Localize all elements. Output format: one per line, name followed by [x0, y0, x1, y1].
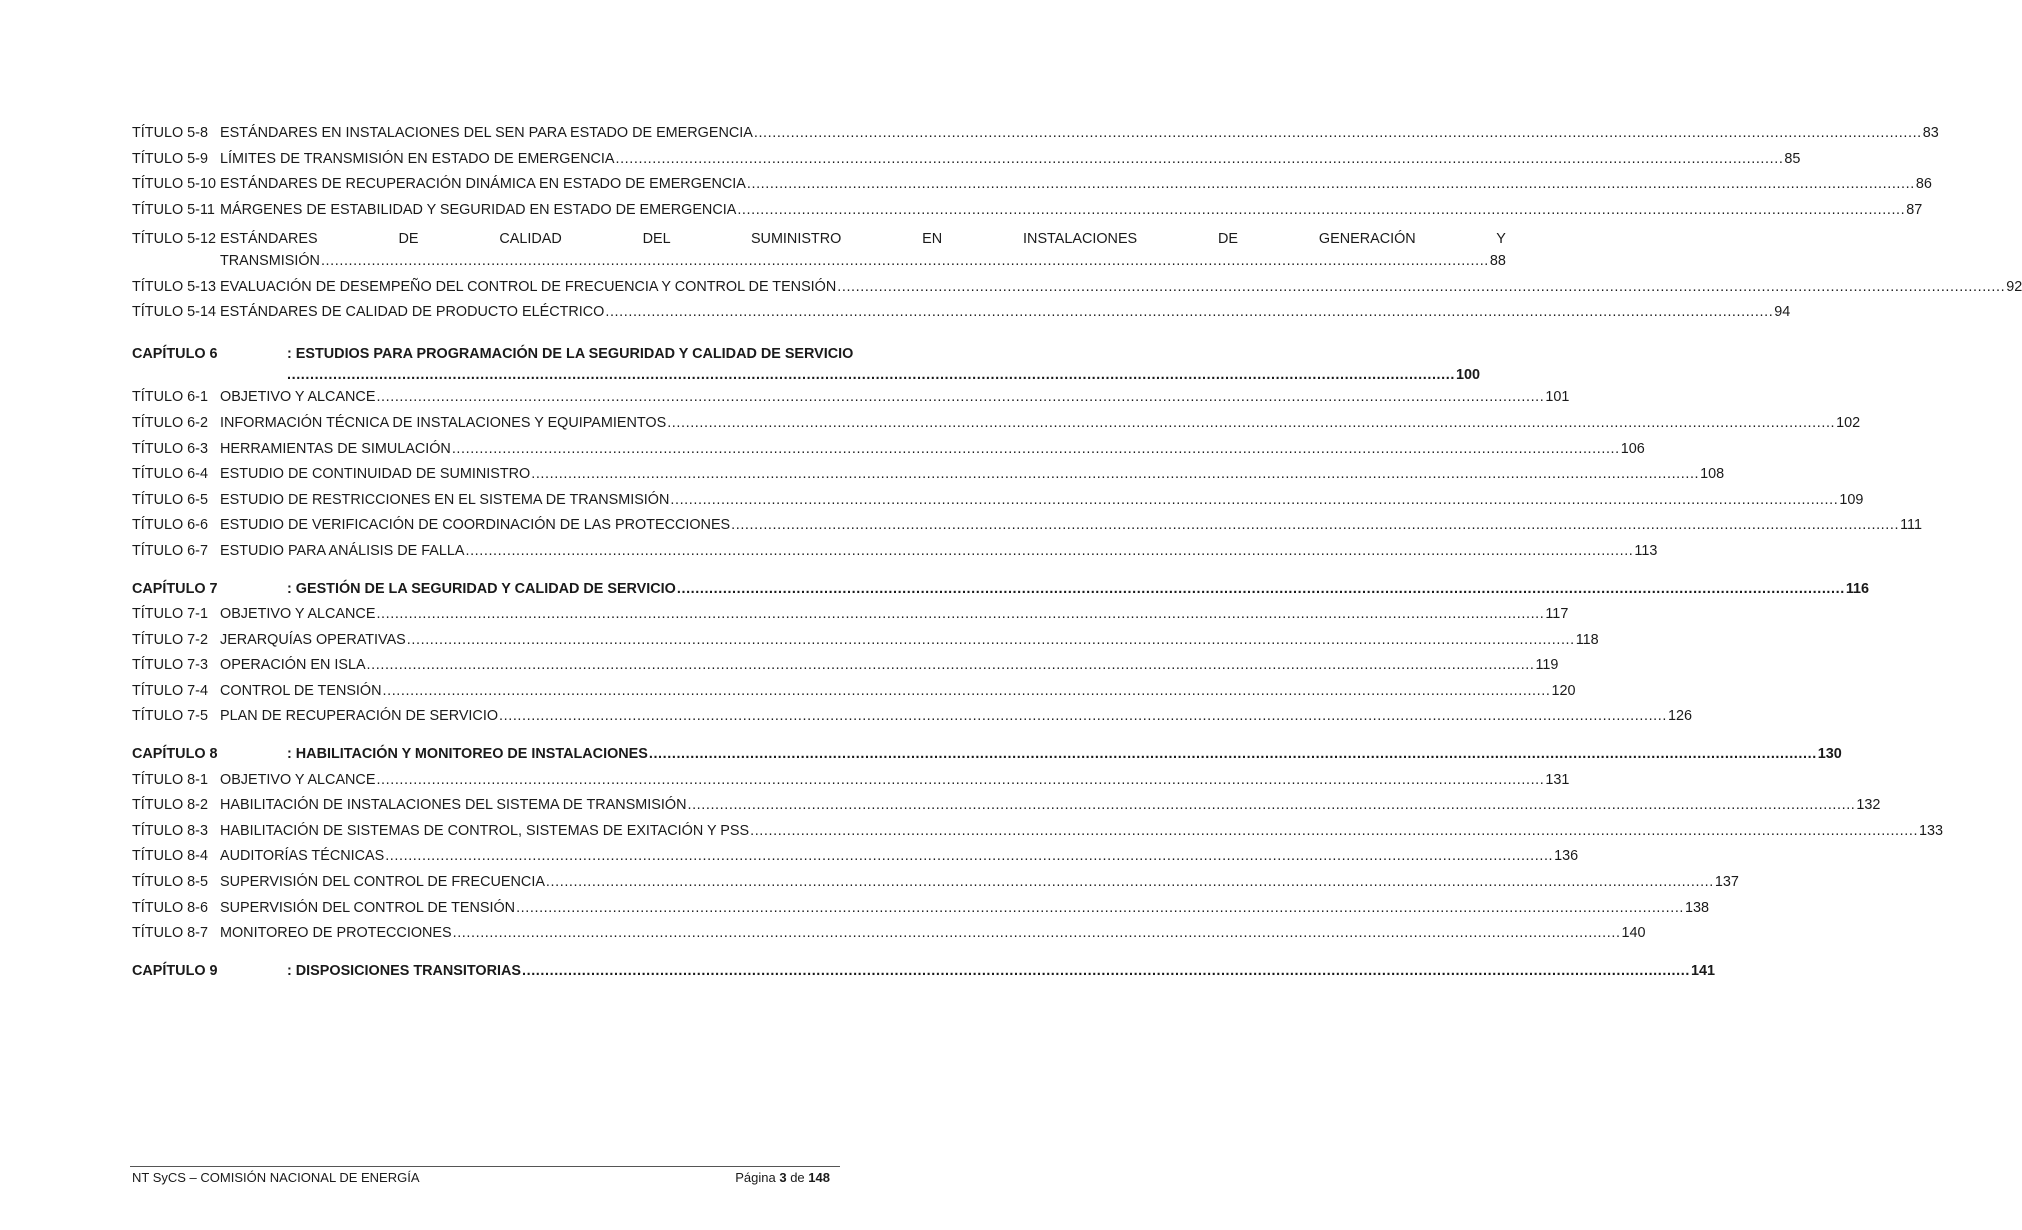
toc-chapter-page: 100: [1455, 367, 1480, 384]
toc-entry-number: TÍTULO 8-7: [132, 925, 208, 942]
toc-entry-number: TÍTULO 7-3: [132, 657, 208, 674]
toc-leader-dots: [376, 772, 1544, 788]
toc-leader-dots: [465, 543, 1633, 559]
footer-document-name: NT SyCS – COMISIÓN NACIONAL DE ENERGÍA: [132, 1170, 420, 1185]
toc-entry-number: TÍTULO 6-5: [132, 491, 208, 508]
toc-leader-dots: [516, 900, 1684, 916]
toc-leader-dots: [546, 874, 1714, 890]
toc-entry-title: ESTÁNDARES DE RECUPERACIÓN DINÁMICA EN ESTADO DE EMERGENCIA: [220, 176, 746, 193]
toc-entry-title: ESTUDIO DE RESTRICCIONES EN EL SISTEMA DE TRANSMISIÓN: [220, 491, 670, 508]
toc-leader-dots: [677, 581, 1845, 597]
toc-chapter-9[interactable]: [132, 962, 1715, 989]
toc-leader-dots: [670, 492, 1838, 508]
toc-entry[interactable]: [132, 925, 1646, 951]
toc-entry-number: TÍTULO 6-1: [132, 389, 208, 406]
toc-entry-number: TÍTULO 6-3: [132, 440, 208, 457]
toc-entry-number: TÍTULO 8-1: [132, 771, 208, 788]
toc-leader-dots: [605, 304, 1773, 320]
footer-of-word: de: [790, 1170, 805, 1185]
toc-leader-dots: [754, 125, 1922, 141]
toc-entry-title: OPERACIÓN EN ISLA: [220, 657, 366, 674]
toc-entry[interactable]: [132, 771, 1570, 798]
toc-entry-title: JERARQUÍAS OPERATIVAS: [220, 631, 406, 648]
toc-chapter-page: 130: [1817, 746, 1842, 763]
toc-entry-page: 138: [1685, 899, 1710, 916]
toc-entry[interactable]: [132, 491, 1864, 518]
toc-entry-page: 132: [1856, 797, 1881, 814]
toc-chapter-title: : DISPOSICIONES TRANSITORIAS: [287, 962, 522, 979]
toc-entry-page: 126: [1667, 708, 1692, 725]
toc-entry-number: TÍTULO 5-10: [132, 176, 216, 193]
toc-entry-page: 137: [1714, 874, 1739, 891]
toc-entry-title: OBJETIVO Y ALCANCE: [220, 606, 376, 623]
toc-chapter-8[interactable]: [132, 746, 1842, 772]
toc-entry-page: 101: [1545, 389, 1570, 406]
toc-chapter-title: : HABILITACIÓN Y MONITOREO DE INSTALACIONES: [287, 746, 648, 763]
toc-entry-title: INFORMACIÓN TÉCNICA DE INSTALACIONES Y EQUIPAMIENTOS: [220, 414, 667, 431]
footer-total-pages: 148: [808, 1170, 830, 1185]
toc-chapter-title: : ESTUDIOS PARA PROGRAMACIÓN DE LA SEGURIDAD Y CALIDAD DE SERVICIO: [287, 345, 854, 362]
footer-divider: [130, 1166, 840, 1167]
toc-entry[interactable]: [132, 304, 1791, 330]
toc-entry-title: MÁRGENES DE ESTABILIDAD Y SEGURIDAD EN ESTADO DE EMERGENCIA: [220, 201, 737, 218]
toc-entry[interactable]: [132, 708, 1692, 734]
toc-entry-number: TÍTULO 8-5: [132, 874, 208, 891]
toc-leader-dots: [385, 848, 1553, 864]
toc-entry-title: SUPERVISIÓN DEL CONTROL DE TENSIÓN: [220, 899, 516, 916]
toc-entry-page: 117: [1545, 606, 1569, 623]
toc-chapter-number: CAPÍTULO 7: [132, 580, 218, 597]
toc-chapter-page: 116: [1845, 580, 1870, 597]
toc-leader-dots: [367, 657, 1535, 673]
toc-entry-title: PLAN DE RECUPERACIÓN DE SERVICIO: [220, 708, 499, 725]
toc-entry-number: TÍTULO 6-2: [132, 414, 208, 431]
toc-entry[interactable]: [132, 389, 1570, 415]
toc-entry-page: 120: [1551, 682, 1576, 699]
toc-entry-number: TÍTULO 6-4: [132, 466, 208, 483]
toc-entry[interactable]: [132, 466, 1725, 492]
footer-page-word: Página: [735, 1170, 776, 1185]
toc-entry-title: OBJETIVO Y ALCANCE: [220, 389, 376, 406]
toc-entry[interactable]: [132, 517, 1922, 543]
toc-entry-title: EVALUACIÓN DE DESEMPEÑO DEL CONTROL DE FRECUENCIA Y CONTROL DE TENSIÓN: [220, 278, 837, 295]
toc-chapter-number: CAPÍTULO 6: [132, 345, 218, 362]
toc-entry-title: HERRAMIENTAS DE SIMULACIÓN: [220, 440, 451, 457]
toc-entry-page: 140: [1621, 925, 1646, 942]
footer-page-number: [735, 1170, 830, 1185]
toc-entry-number: TÍTULO 6-6: [132, 517, 208, 534]
toc-entry-title: CONTROL DE TENSIÓN: [220, 682, 382, 699]
toc-entry[interactable]: [132, 150, 1801, 177]
toc-entry[interactable]: [132, 440, 1645, 467]
toc-entry-title: ESTUDIO DE VERIFICACIÓN DE COORDINACIÓN DE LAS PROTECCIONES: [220, 517, 731, 534]
toc-entry-page: 108: [1700, 466, 1725, 483]
toc-leader-dots: [687, 797, 1855, 813]
toc-leader-dots: [737, 202, 1905, 218]
toc-entry-number: TÍTULO 8-2: [132, 797, 208, 814]
toc-leader-dots: [615, 151, 1783, 167]
toc-entry[interactable]: [132, 201, 1923, 228]
toc-entry-number: TÍTULO 5-14: [132, 304, 216, 321]
toc-leader-dots: [731, 517, 1899, 533]
toc-entry-page: 113: [1634, 542, 1658, 559]
toc-entry-page: 133: [1919, 822, 1944, 839]
toc-chapter-page: 141: [1690, 962, 1715, 979]
toc-entry-number: TÍTULO 5-8: [132, 125, 208, 141]
toc-leader-dots: [407, 632, 1575, 648]
toc-entry-number: TÍTULO 6-7: [132, 542, 208, 559]
toc-entry-number: TÍTULO 5-12: [132, 231, 216, 248]
toc-chapter-number: CAPÍTULO 9: [132, 962, 218, 979]
toc-leader-dots: [747, 176, 1915, 192]
toc-entry-page: 83: [1922, 125, 1939, 141]
toc-entry-page: 111: [1900, 517, 1922, 534]
toc-leader-dots: [837, 279, 2005, 295]
toc-entry-page: 85: [1784, 150, 1801, 167]
toc-entry-title: AUDITORÍAS TÉCNICAS: [220, 848, 385, 865]
toc-entry[interactable]: [132, 682, 1576, 709]
toc-entry-title: SUPERVISIÓN DEL CONTROL DE FRECUENCIA: [220, 874, 545, 891]
footer-current-page: 3: [779, 1170, 787, 1185]
toc-leader-dots: [321, 253, 1489, 269]
toc-entry-title: ESTÁNDARES DE CALIDAD DE PRODUCTO ELÉCTRICO: [220, 304, 605, 321]
toc-entry-number: TÍTULO 7-2: [132, 631, 208, 648]
toc-entry[interactable]: [132, 848, 1579, 874]
toc-entry-number: TÍTULO 8-3: [132, 822, 208, 839]
toc-leader-dots: [453, 925, 1621, 941]
toc-entry-number: TÍTULO 7-4: [132, 682, 208, 699]
toc-entry-page: 88: [1489, 252, 1506, 269]
toc-chapter-title: : GESTIÓN DE LA SEGURIDAD Y CALIDAD DE SERVICIO: [287, 580, 676, 597]
toc-chapter-number: CAPÍTULO 8: [132, 746, 218, 763]
toc-entry[interactable]: [132, 125, 1939, 151]
toc-entry-page: 109: [1839, 491, 1864, 508]
toc-entry-number: TÍTULO 7-5: [132, 708, 208, 725]
toc-leader-dots: [499, 708, 1667, 724]
toc-leader-dots: [452, 441, 1620, 457]
page-footer: [132, 1170, 830, 1185]
toc-entry-number: TÍTULO 5-13: [132, 278, 216, 295]
toc-chapter-6[interactable]: [132, 342, 1480, 390]
toc-entry-title: LÍMITES DE TRANSMISIÓN EN ESTADO DE EMERGENCIA: [220, 150, 615, 167]
toc-entry[interactable]: [132, 874, 1739, 900]
toc-entry-page: 87: [1906, 201, 1923, 218]
toc-leader-dots: [649, 746, 1817, 762]
toc-leader-dots: [531, 466, 1699, 482]
toc-entry-number: TÍTULO 5-9: [132, 150, 208, 167]
toc-entry-title: ESTÁNDARES EN INSTALACIONES DEL SEN PARA ESTADO DE EMERGENCIA: [220, 125, 753, 141]
toc-leader-dots: [383, 683, 1551, 699]
toc-entry-title: MONITOREO DE PROTECCIONES: [220, 925, 452, 942]
toc-entry-page: 94: [1774, 304, 1791, 321]
toc-entry-title-line1: ESTÁNDARES DE CALIDAD DEL SUMINISTRO EN INSTALACIONES DE GENERACIÓN Y: [220, 231, 1506, 248]
toc-entry-page: 131: [1545, 771, 1570, 788]
toc-entry-number: TÍTULO 8-4: [132, 848, 208, 865]
toc-entry-page: 86: [1915, 176, 1932, 193]
toc-entry-wrapped[interactable]: [132, 227, 1506, 278]
toc-leader-dots: [376, 389, 1544, 405]
toc-entry[interactable]: [132, 899, 1710, 926]
toc-entry[interactable]: [132, 278, 2022, 305]
toc-entry[interactable]: [132, 797, 1881, 823]
toc-entry-title-line2: TRANSMISIÓN: [220, 252, 320, 269]
toc-entry-number: TÍTULO 5-11: [132, 201, 215, 218]
toc-entry-number: TÍTULO 8-6: [132, 899, 208, 916]
toc-entry-page: 106: [1620, 440, 1645, 457]
toc-chapter-7[interactable]: [132, 580, 1870, 607]
toc-entry[interactable]: [132, 606, 1569, 632]
toc-entry[interactable]: [132, 657, 1559, 683]
toc-entry[interactable]: [132, 822, 1944, 849]
toc-entry-title: OBJETIVO Y ALCANCE: [220, 771, 376, 788]
toc-entry[interactable]: [132, 631, 1599, 658]
toc-entry-page: 118: [1575, 631, 1599, 648]
toc-leader-dots: [667, 415, 1835, 431]
toc-leader-dots: [750, 823, 1918, 839]
toc-leader-dots: [287, 367, 1455, 383]
toc-entry-page: 102: [1836, 414, 1861, 431]
toc-entry[interactable]: [132, 176, 1932, 202]
toc-entry-title: ESTUDIO PARA ANÁLISIS DE FALLA: [220, 542, 465, 559]
toc-entry-page: 92: [2006, 278, 2022, 295]
toc-leader-dots: [376, 606, 1544, 622]
toc-entry-title: HABILITACIÓN DE SISTEMAS DE CONTROL, SISTEMAS DE EXITACIÓN Y PSS: [220, 822, 750, 839]
toc-entry-number: TÍTULO 7-1: [132, 606, 208, 623]
toc-entry-page: 119: [1535, 657, 1559, 674]
toc-entry[interactable]: [132, 542, 1658, 569]
table-of-contents: [132, 125, 2022, 988]
toc-leader-dots: [522, 963, 1690, 979]
toc-entry-title: HABILITACIÓN DE INSTALACIONES DEL SISTEMA DE TRANSMISIÓN: [220, 797, 687, 814]
toc-entry[interactable]: [132, 414, 1861, 441]
toc-entry-page: 136: [1554, 848, 1579, 865]
toc-entry-title: ESTUDIO DE CONTINUIDAD DE SUMINISTRO: [220, 466, 531, 483]
